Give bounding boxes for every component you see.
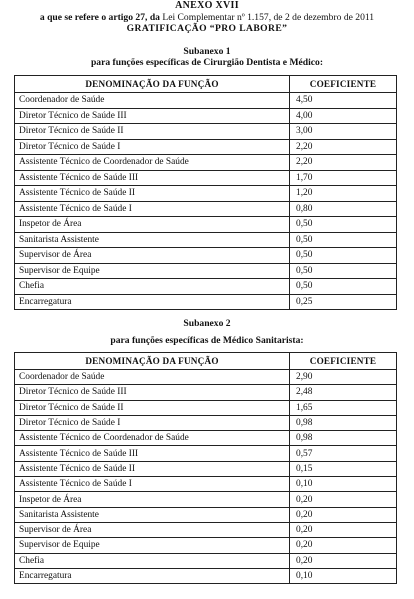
cell-funcao: Supervisor de Área: [15, 248, 290, 264]
table-row: [15, 232, 397, 248]
table-row: [15, 446, 397, 461]
cell-funcao: Diretor Técnico de Saúde I: [15, 139, 290, 155]
cell-coeficiente: 1,70: [290, 170, 397, 186]
cell-funcao: Assistente Técnico de Coordenador de Saúde: [15, 431, 290, 446]
cell-coeficiente: 2,20: [290, 139, 397, 155]
table-row: [15, 108, 397, 124]
cell-coeficiente: 0,20: [290, 538, 397, 553]
cell-coeficiente: 0,50: [290, 232, 397, 248]
cell-funcao: Diretor Técnico de Saúde II: [15, 400, 290, 415]
table-row: [15, 170, 397, 186]
cell-funcao: Diretor Técnico de Saúde II: [15, 124, 290, 140]
cell-funcao: Assistente Técnico de Saúde I: [15, 477, 290, 492]
cell-funcao: Encarregatura: [15, 294, 290, 310]
cell-funcao: Diretor Técnico de Saúde I: [15, 415, 290, 430]
table-header-row: [15, 76, 397, 93]
cell-funcao: Assistente Técnico de Saúde II: [15, 186, 290, 202]
table-row: [15, 477, 397, 492]
cell-coeficiente: 0,98: [290, 415, 397, 430]
table-row: [15, 294, 397, 310]
annex-reference-law: Lei Complementar nº 1.157, de 2 de dezembro de 2011: [159, 12, 375, 23]
cell-coeficiente: 2,20: [290, 155, 397, 171]
cell-coeficiente: 0,57: [290, 446, 397, 461]
cell-funcao: Chefia: [15, 553, 290, 568]
table-row: [15, 93, 397, 109]
cell-coeficiente: 2,90: [290, 370, 397, 385]
annex-title: ANEXO XVII: [175, 0, 239, 11]
cell-coeficiente: 0,80: [290, 201, 397, 217]
column-header-funcao: DENOMINAÇÃO DA FUNÇÃO: [15, 353, 290, 370]
cell-funcao: Assistente Técnico de Saúde I: [15, 201, 290, 217]
cell-coeficiente: 0,20: [290, 492, 397, 507]
column-header-coeficiente: COEFICIENTE: [290, 353, 397, 370]
subanexo1-title: Subanexo 1: [183, 46, 231, 57]
cell-coeficiente: 0,10: [290, 477, 397, 492]
cell-coeficiente: 4,50: [290, 93, 397, 109]
cell-funcao: Assistente Técnico de Saúde III: [15, 446, 290, 461]
cell-coeficiente: 0,20: [290, 553, 397, 568]
table-row: [15, 217, 397, 233]
cell-funcao: Assistente Técnico de Coordenador de Saúde: [15, 155, 290, 171]
cell-coeficiente: 3,00: [290, 124, 397, 140]
cell-coeficiente: 4,00: [290, 108, 397, 124]
table-row: [15, 431, 397, 446]
cell-funcao: Assistente Técnico de Saúde II: [15, 461, 290, 476]
cell-coeficiente: 0,10: [290, 568, 397, 583]
cell-coeficiente: 2,48: [290, 385, 397, 400]
subanexo1-table: [14, 75, 397, 310]
column-header-coeficiente: COEFICIENTE: [290, 76, 397, 93]
cell-funcao: Supervisor de Equipe: [15, 538, 290, 553]
cell-funcao: Supervisor de Equipe: [15, 263, 290, 279]
table-row: [15, 124, 397, 140]
cell-coeficiente: 0,50: [290, 248, 397, 264]
cell-funcao: Assistente Técnico de Saúde III: [15, 170, 290, 186]
table-row: [15, 568, 397, 583]
subanexo2-title: Subanexo 2: [183, 318, 231, 329]
cell-coeficiente: 0,50: [290, 263, 397, 279]
table-row: [15, 263, 397, 279]
table-row: [15, 155, 397, 171]
cell-coeficiente: 0,50: [290, 217, 397, 233]
cell-coeficiente: 0,50: [290, 279, 397, 295]
cell-funcao: Sanitarista Assistente: [15, 232, 290, 248]
cell-coeficiente: 0,20: [290, 522, 397, 537]
annex-subject: GRATIFICAÇÃO “PRO LABORE”: [126, 23, 288, 34]
table-row: [15, 201, 397, 217]
table-row: [15, 492, 397, 507]
table-row: [15, 507, 397, 522]
annex-reference: [0, 12, 414, 23]
cell-funcao: Supervisor de Área: [15, 522, 290, 537]
table-row: [15, 279, 397, 295]
cell-coeficiente: 0,15: [290, 461, 397, 476]
cell-funcao: Coordenador de Saúde: [15, 93, 290, 109]
table-row: [15, 248, 397, 264]
table-row: [15, 415, 397, 430]
table-row: [15, 139, 397, 155]
cell-coeficiente: 1,20: [290, 186, 397, 202]
column-header-funcao: DENOMINAÇÃO DA FUNÇÃO: [15, 76, 290, 93]
cell-coeficiente: 0,20: [290, 507, 397, 522]
cell-funcao: Chefia: [15, 279, 290, 295]
cell-funcao: Coordenador de Saúde: [15, 370, 290, 385]
cell-funcao: Diretor Técnico de Saúde III: [15, 108, 290, 124]
table-header-row: [15, 353, 397, 370]
cell-coeficiente: 1,65: [290, 400, 397, 415]
table-row: [15, 461, 397, 476]
cell-funcao: Encarregatura: [15, 568, 290, 583]
cell-funcao: Diretor Técnico de Saúde III: [15, 385, 290, 400]
table-row: [15, 370, 397, 385]
table-row: [15, 522, 397, 537]
table-row: [15, 400, 397, 415]
table-row: [15, 553, 397, 568]
table-row: [15, 186, 397, 202]
cell-funcao: Sanitarista Assistente: [15, 507, 290, 522]
subanexo2-table: [14, 352, 397, 584]
cell-funcao: Inspetor de Área: [15, 492, 290, 507]
subanexo2-subtitle: para funções específicas de Médico Sanitarista:: [110, 335, 304, 346]
cell-coeficiente: 0,98: [290, 431, 397, 446]
subanexo1-subtitle: para funções específicas de Cirurgião Dentista e Médico:: [90, 57, 324, 68]
annex-reference-bold: a que se refere o artigo 27, da: [39, 12, 160, 23]
cell-coeficiente: 0,25: [290, 294, 397, 310]
cell-funcao: Inspetor de Área: [15, 217, 290, 233]
table-row: [15, 538, 397, 553]
table-row: [15, 385, 397, 400]
